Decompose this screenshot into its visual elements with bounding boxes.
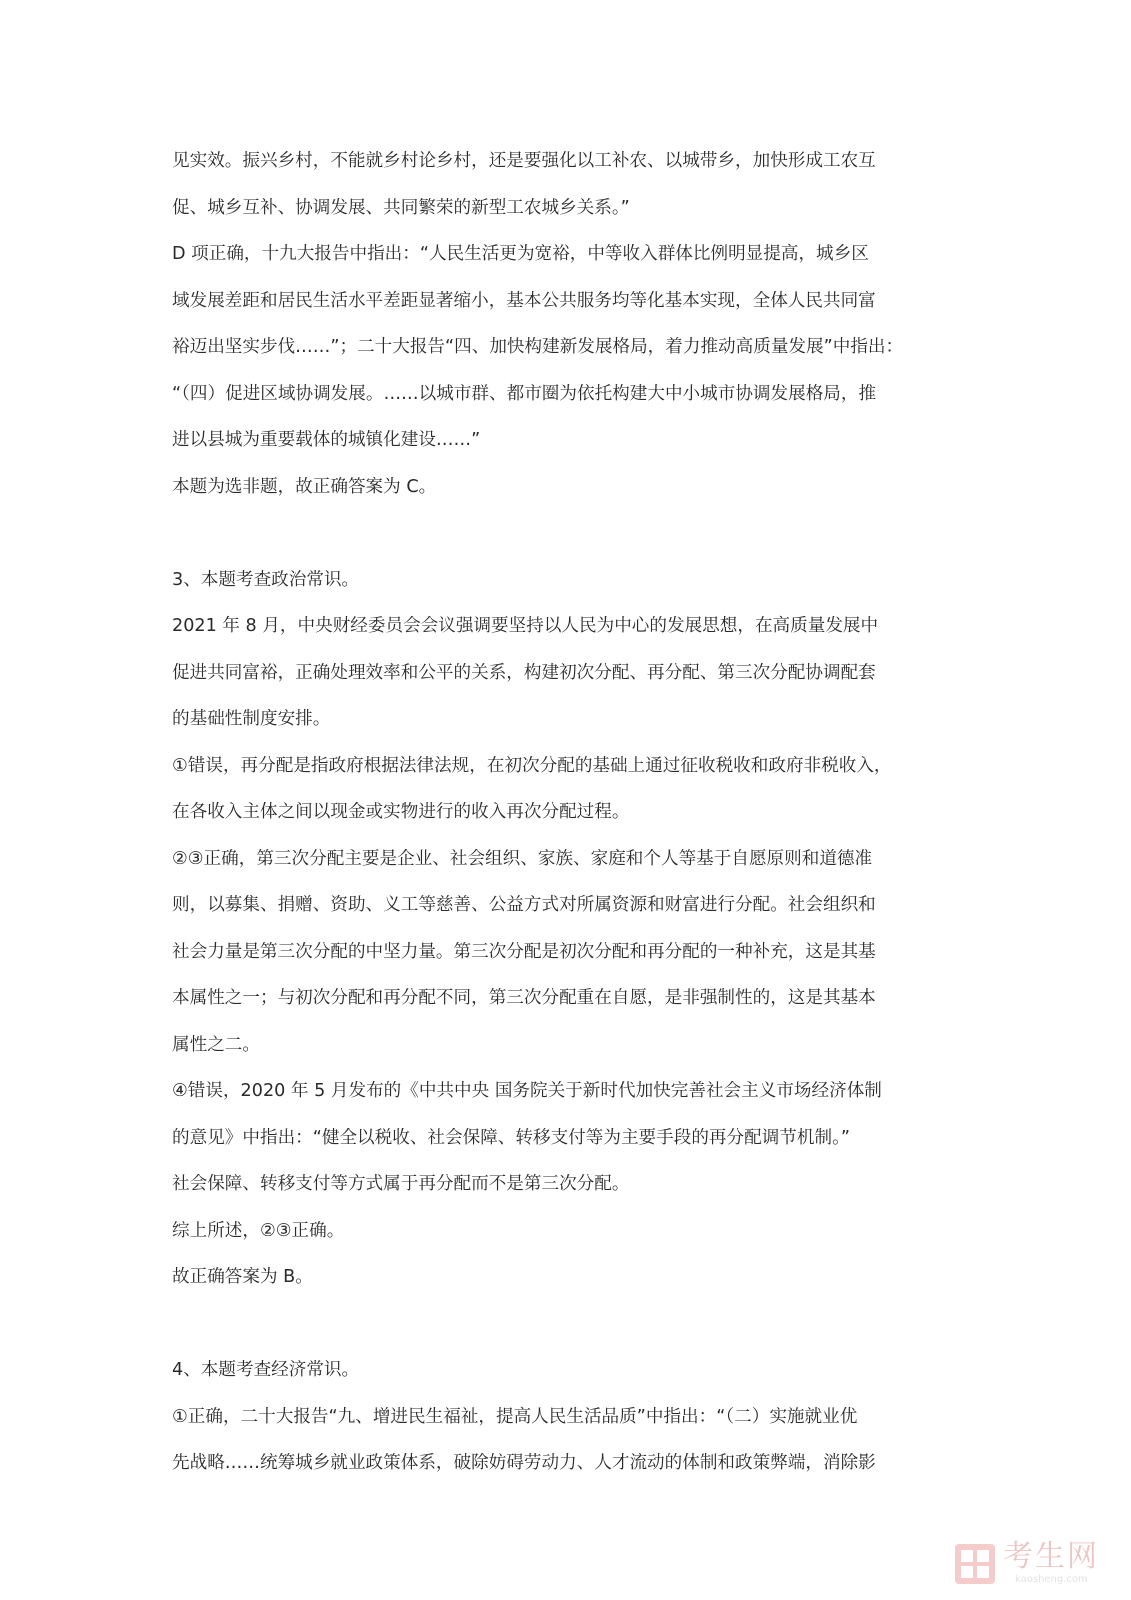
watermark-name: 考生网 [1003,1539,1099,1574]
text-line: D 项正确，十九大报告中指出：“人民生活更为宽裕，中等收入群体比例明显提高，城乡区 [172,244,869,264]
text-line: 的基础性制度安排。 [172,709,331,729]
text-line: ④错误，2020 年 5 月发布的《中共中央 国务院关于新时代加快完善社会主义市场经济体制 [172,1081,882,1101]
text-line: 本属性之一；与初次分配和再分配不同，第三次分配重在自愿，是非强制性的，这是其基本 [172,988,876,1008]
text-line: “（四）促进区域协调发展。……以城市群、都市圈为依托构建大中小城市协调发展格局，推 [172,383,877,404]
text-line: 故正确答案为 B。 [172,1267,313,1287]
blank-line [172,522,960,545]
text-line: 促、城乡互补、协调发展、共同繁荣的新型工农城乡关系。” [172,197,630,218]
section-heading: 4、本题考查经济常识。 [172,1360,360,1380]
text-line: 社会力量是第三次分配的中坚力量。第三次分配是初次分配和再分配的一种补充，这是其基 [172,941,876,962]
text-line: 的意见》中指出：“健全以税收、社会保障、转移支付等为主要手段的再分配调节机制。” [172,1127,850,1148]
text-line: 见实效。振兴乡村，不能就乡村论乡村，还是要强化以工补农、以城带乡，加快形成工农互 [172,151,876,171]
text-line: ①正确，二十大报告“九、增进民生福祉，提高人民生活品质”中指出：“（二）实施就业优 [172,1406,858,1427]
document-body [172,150,960,1499]
text-line: 进以县城为重要载体的城镇化建设……” [172,430,481,450]
text-line: ①错误，再分配是指政府根据法律法规，在初次分配的基础上通过征收税收和政府非税收入， [172,755,892,776]
blank-line [172,1313,960,1336]
text-line: 社会保障、转移支付等方式属于再分配而不是第三次分配。 [172,1174,630,1194]
text-line: 促进共同富裕，正确处理效率和公平的关系，构建初次分配、再分配、第三次分配协调配套 [172,662,876,683]
text-line: 在各收入主体之间以现金或实物进行的收入再次分配过程。 [172,802,630,822]
text-line: 2021 年 8 月，中央财经委员会会议强调要坚持以人民为中心的发展思想，在高质量发展中 [172,616,879,636]
text-line: 裕迈出坚实步伐……”；二十大报告“四、加快构建新发展格局，着力推动高质量发展”中指出： [172,337,904,357]
watermark-url: kaosheng.com [1015,1574,1088,1585]
text-line: 本题为选非题，故正确答案为 C。 [172,476,437,497]
text-line: ②③正确，第三次分配主要是企业、社会组织、家族、家庭和个人等基于自愿原则和道德准 [172,848,873,869]
text-line: 先战略……统筹城乡就业政策体系，破除妨碍劳动力、人才流动的体制和政策弊端，消除影 [172,1453,876,1473]
section-heading: 3、本题考查政治常识。 [172,569,360,590]
text-line: 域发展差距和居民生活水平差距显著缩小，基本公共服务均等化基本实现，全体人民共同富 [172,290,876,311]
text-line: 综上所述，②③正确。 [172,1220,345,1241]
watermark [953,1540,1113,1588]
text-line: 属性之二。 [172,1034,260,1055]
text-line: 则，以募集、捐赠、资助、义工等慈善、公益方式对所属资源和财富进行分配。社会组织和 [172,895,876,915]
kaosheng-logo-icon [953,1542,997,1586]
